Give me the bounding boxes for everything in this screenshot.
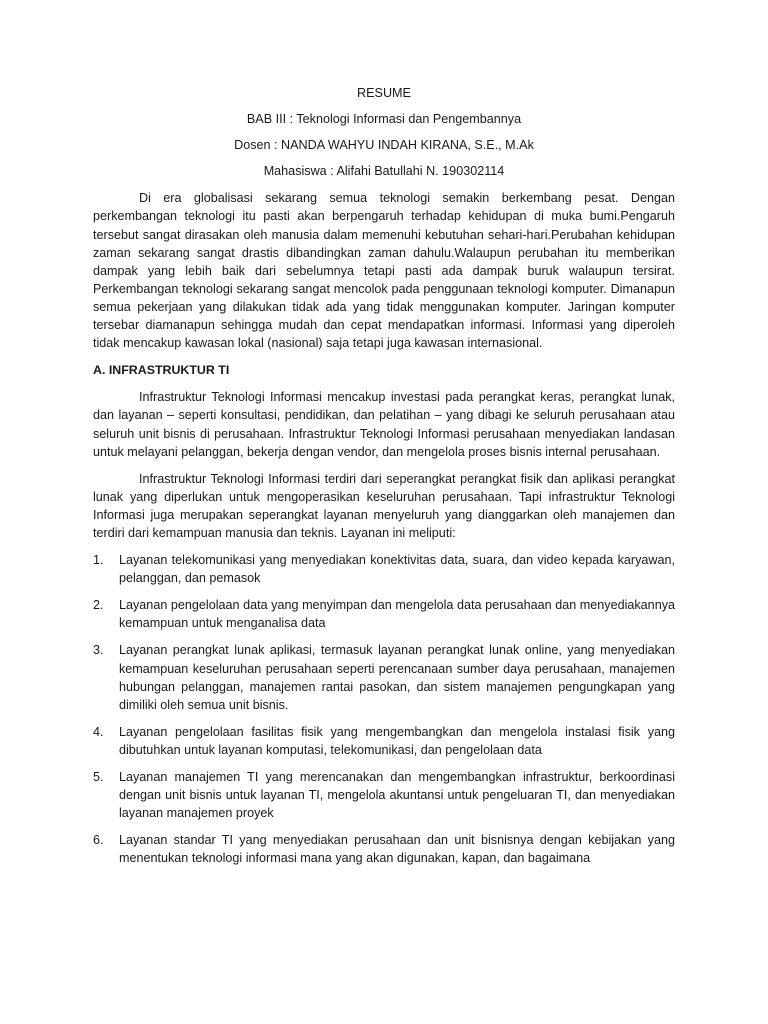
list-item — [93, 723, 675, 759]
list-item-text: Layanan pengelolaan fasilitas fisik yang mengembangkan dan mengelola instalasi fisik yang dibutuhkan untuk layanan komputasi, telekomunikasi, dan pengelolaan data — [119, 724, 675, 757]
chapter-line: BAB III : Teknologi Informasi dan Pengembannya — [246, 112, 522, 127]
list-item-number: 4. — [93, 724, 104, 739]
document-page — [93, 84, 675, 876]
document-title: RESUME — [357, 86, 411, 100]
list-item — [93, 641, 675, 713]
section-paragraph-1: Infrastruktur Teknologi Informasi mencakup investasi pada perangkat keras, perangkat lunak, dan layanan – seperti konsultasi, pendidikan, dan pelatihan – yang dibagi ke seluruh perusahaan atau seluruh unit bisnis di perusahaan. Infrastruktur Teknologi Informasi perusahaan menyediakan landasan untuk melayani pelanggan, bekerja dengan vendor, dan mengelola proses bisnis internal perusahaan. — [93, 390, 675, 459]
list-item-text: Layanan pengelolaan data yang menyimpan dan mengelola data perusahaan dan menyediakannya kemampuan untuk menganalisa data — [119, 598, 675, 631]
student-line: Mahasiswa : Alifahi Batullahi N. 190302114 — [263, 164, 505, 179]
service-list — [93, 551, 675, 867]
list-item — [93, 768, 675, 822]
list-item-text: Layanan manajemen TI yang merencanakan dan mengembangkan infrastruktur, berkoordinasi dengan unit bisnis untuk layanan TI, mengelola akuntansi untuk pengeluaran TI, dan menyediakan layanan manajemen proyek — [119, 770, 675, 821]
section-heading: A. INFRASTRUKTUR TI — [93, 363, 230, 378]
lecturer-line: Dosen : NANDA WAHYU INDAH KIRANA, S.E., M.Ak — [234, 138, 534, 153]
list-item-number: 6. — [93, 833, 104, 848]
intro-paragraph: Di era globalisasi sekarang semua teknologi semakin berkembang pesat. Dengan perkembangan teknologi itu pasti akan berpengaruh terhadap kehidupan di muka bumi.Pengaruh tersebut sangat dirasakan oleh manusia dalam memenuhi kebutuhan sehari-hari.Perubahan kehidupan zaman sekarang sangat drastis dibandingkan zaman dahulu.Walaupun perubahan itu memberikan dampak yang lebih baik dari sebelumnya tetapi pasti ada dampak buruk walaupun tersirat. Perkembangan teknologi sekarang sangat mencolok pada penggunaan teknologi komputer. Dimanapun semua pekerjaan yang dilakukan tidak ada yang tidak menggunakan komputer. Jaringan komputer tersebar diamanapun sehingga mudah dan cepat mendapatkan informasi. Informasi yang diperoleh tidak mencakup kawasan lokal (nasional) saja tetapi juga kawasan internasional. — [93, 191, 675, 351]
list-item — [93, 831, 675, 867]
list-item — [93, 551, 675, 587]
list-item — [93, 596, 675, 632]
list-item-text: Layanan perangkat lunak aplikasi, termasuk layanan perangkat lunak online, yang menyediakan kemampuan keseluruhan perusahaan seperti perencanaan sumber daya perusahaan, manajemen hubungan pelanggan, manajemen rantai pasokan, dan sistem manajemen pengungkapan yang dimiliki oleh semua unit bisnis. — [119, 643, 675, 712]
list-item-number: 1. — [93, 553, 104, 568]
list-item-text: Layanan standar TI yang menyediakan perusahaan dan unit bisnisnya dengan kebijakan yang menentukan teknologi informasi mana yang akan digunakan, kapan, dan bagaimana — [119, 833, 675, 866]
section-paragraph-2: Infrastruktur Teknologi Informasi terdiri dari seperangkat perangkat fisik dan aplikasi perangkat lunak yang diperlukan untuk mengoperasikan keseluruhan perusahaan. Tapi infrastruktur Teknologi Informasi juga merupakan seperangkat layanan menyeluruh yang dianggarkan oleh manajemen dan terdiri dari kemampuan manusia dan teknis. Layanan ini meliputi: — [93, 471, 675, 540]
list-item-text: Layanan telekomunikasi yang menyediakan konektivitas data, suara, dan video kepada karyawan, pelanggan, dan pemasok — [119, 553, 675, 586]
list-item-number: 5. — [93, 770, 104, 784]
list-item-number: 3. — [93, 643, 104, 658]
list-item-number: 2. — [93, 598, 104, 613]
